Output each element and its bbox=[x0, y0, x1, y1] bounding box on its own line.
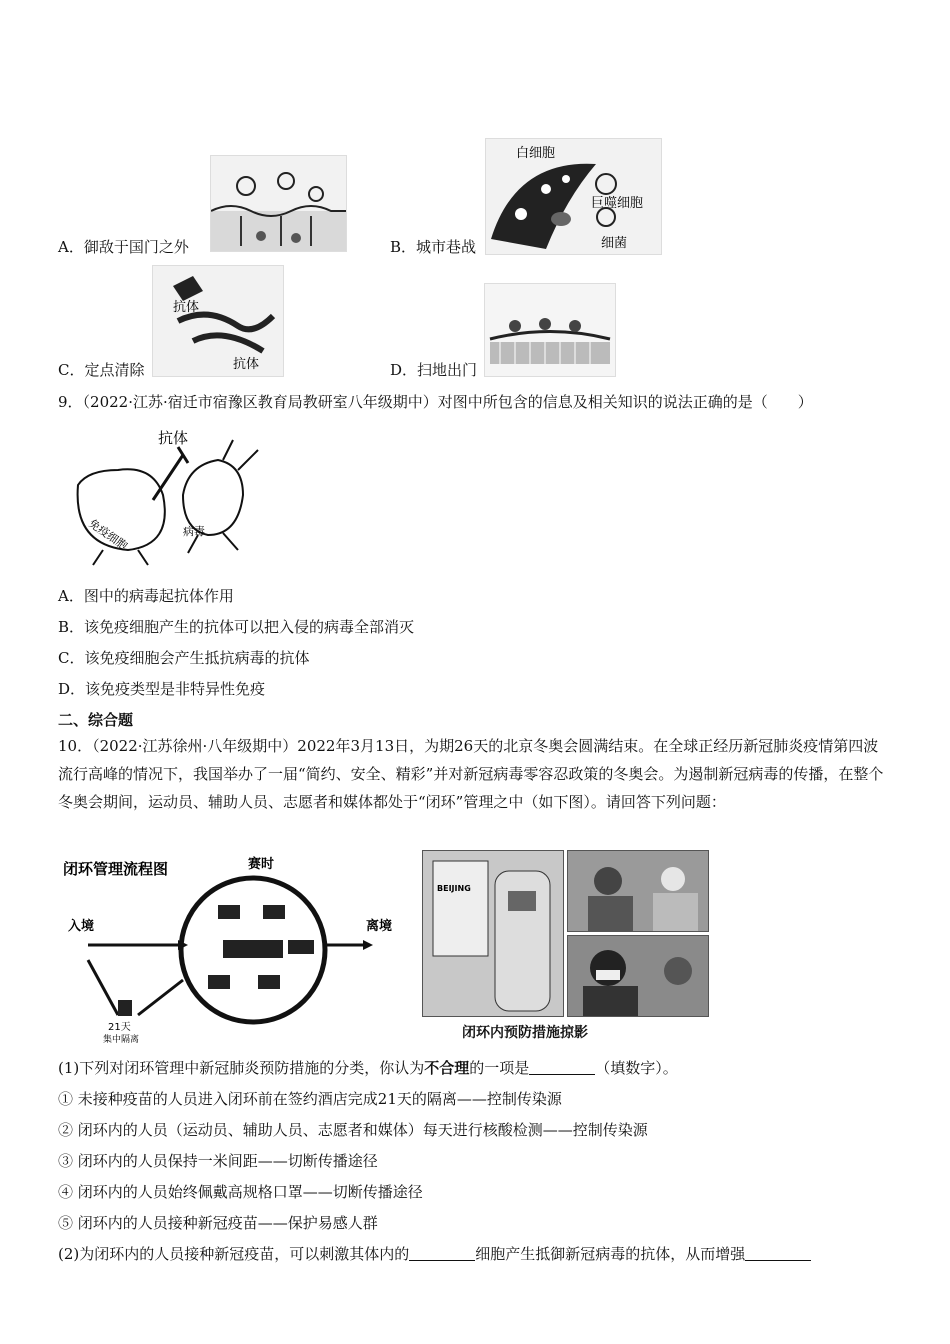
photo-left bbox=[422, 850, 564, 1017]
option-text: 该免疫细胞会产生抵抗病毒的抗体 bbox=[84, 649, 310, 667]
question-number: 9． bbox=[58, 393, 83, 411]
option-9c bbox=[58, 648, 310, 668]
option-9b bbox=[58, 617, 414, 637]
flowchart-label-entry: 入境 bbox=[68, 919, 95, 934]
option-letter: A． bbox=[58, 587, 84, 605]
measure-item-5: ⑤ 闭环内的人员接种新冠疫苗——保护易感人群 bbox=[58, 1214, 378, 1232]
fig-label-virus: 病毒 bbox=[183, 525, 205, 538]
option-letter: C． bbox=[58, 361, 85, 379]
flowchart-diagram bbox=[58, 850, 413, 1045]
answer-blank-3[interactable] bbox=[745, 1244, 811, 1261]
sub-question-1-suffix: 的一项是 bbox=[469, 1059, 530, 1077]
figure-b-white-blood-cells bbox=[485, 138, 662, 255]
figure-c-antibodies bbox=[152, 265, 284, 377]
option-8b bbox=[390, 237, 476, 257]
option-letter: B． bbox=[390, 238, 417, 256]
fig-label-antibody-q9: 抗体 bbox=[158, 429, 189, 447]
photo-bottom-right bbox=[567, 935, 709, 1017]
sub-question-1-prefix: (1)下列对闭环管理中新冠肺炎预防措施的分类，你认为 bbox=[58, 1059, 425, 1077]
sub-question-1-after: （填数字）。 bbox=[595, 1059, 678, 1077]
option-text: 该免疫类型是非特异性免疫 bbox=[85, 680, 266, 698]
question-9-stem bbox=[58, 392, 813, 412]
fig-label-wbc: 白细胞 bbox=[516, 146, 556, 161]
question-text: （2022·江苏徐州·八年级期中）2022年3月13日，为期26天的北京冬奥会圆满结束。在全球正经历新冠肺炎疫情第四波流行高峰的情况下，我国举办了一届“简约、安全、精彩”并对新冠病毒零容忍政策的冬奥会。为遏制新冠病毒的传播，在整个冬奥会期间，运动员、辅助人员、志愿者和媒体都处于“闭环”管理之中（如下图）。请回答下列问题： bbox=[58, 737, 884, 811]
photo-top-right bbox=[567, 850, 709, 932]
sub-question-2-part1: (2)为闭环内的人员接种新冠疫苗，可以刺激其体内的 bbox=[58, 1245, 410, 1263]
option-letter: C． bbox=[58, 649, 85, 667]
question-number: 10． bbox=[58, 737, 93, 755]
flowchart-title: 闭环管理流程图 bbox=[63, 860, 169, 878]
flowchart-label-games: 赛时 bbox=[248, 857, 275, 872]
figure-d-mucous-membrane bbox=[484, 283, 616, 377]
photo-left-image bbox=[423, 851, 563, 1016]
photo-top-right-image bbox=[568, 851, 708, 931]
option-8c bbox=[58, 360, 145, 380]
option-text: 图中的病毒起抗体作用 bbox=[83, 587, 234, 605]
option-letter: D． bbox=[58, 680, 86, 698]
antibody-illustration bbox=[153, 266, 283, 376]
photo-bottom-right-image bbox=[568, 936, 708, 1016]
sub-question-2 bbox=[58, 1244, 811, 1264]
option-9a bbox=[58, 586, 234, 606]
sub-question-2-part2: 细胞产生抵御新冠病毒的抗体，从而增强 bbox=[475, 1245, 746, 1263]
photo-caption: 闭环内预防措施掠影 bbox=[462, 1025, 588, 1041]
question-10-stem bbox=[58, 732, 892, 816]
photo-sign-text: BEIJING bbox=[437, 884, 471, 893]
figure-q9-immune-cell-virus bbox=[58, 425, 268, 570]
sub-question-1-emphasis: 不合理 bbox=[424, 1059, 470, 1077]
option-9d bbox=[58, 679, 265, 699]
answer-blank-2[interactable] bbox=[409, 1244, 475, 1261]
fig-label-bacteria: 细菌 bbox=[601, 236, 628, 251]
measure-item-3: ③ 闭环内的人员保持一米间距——切断传播途径 bbox=[58, 1152, 378, 1170]
section-title: 二、综合题 bbox=[58, 711, 134, 729]
fig-label-macrophage: 巨噬细胞 bbox=[591, 196, 644, 211]
question-text: （2022·江苏·宿迁市宿豫区教育局教研室八年级期中）对图中所包含的信息及相关知识的说法正确的是（ ） bbox=[82, 393, 813, 411]
measure-item-2: ② 闭环内的人员（运动员、辅助人员、志愿者和媒体）每天进行核酸检测——控制传染源 bbox=[58, 1121, 648, 1139]
option-8d bbox=[390, 360, 477, 380]
option-text: 御敌于国门之外 bbox=[83, 238, 189, 256]
answer-blank-1[interactable] bbox=[529, 1058, 595, 1075]
flowchart-label-quarantine: 集中隔离 bbox=[103, 1035, 140, 1045]
sub-question-1 bbox=[58, 1058, 678, 1078]
option-letter: A． bbox=[58, 238, 84, 256]
flowchart-label-exit: 离境 bbox=[366, 919, 393, 934]
fig-label-antibody: 抗体 bbox=[173, 300, 200, 315]
option-8a bbox=[58, 237, 189, 257]
figure-prevention-photos bbox=[422, 850, 707, 1045]
fig-label-immune-cell: 免疫细胞 bbox=[86, 516, 130, 553]
option-letter: D． bbox=[390, 361, 418, 379]
measure-item-4: ④ 闭环内的人员始终佩戴高规格口罩——切断传播途径 bbox=[58, 1183, 423, 1201]
flowchart-label-days: 21天 bbox=[108, 1022, 131, 1033]
option-text: 城市巷战 bbox=[416, 238, 477, 256]
option-text: 扫地出门 bbox=[417, 361, 478, 379]
figure-closed-loop-flowchart bbox=[58, 850, 413, 1045]
immune-cell-cartoon bbox=[58, 425, 268, 570]
measure-item-1: ① 未接种疫苗的人员进入闭环前在签约酒店完成21天的隔离——控制传染源 bbox=[58, 1090, 562, 1108]
option-letter: B． bbox=[58, 618, 85, 636]
fig-label-antibody-2: 抗体 bbox=[233, 357, 260, 372]
option-text: 该免疫细胞产生的抗体可以把入侵的病毒全部消灭 bbox=[84, 618, 415, 636]
mucous-membrane-illustration bbox=[485, 284, 615, 376]
skin-barrier-illustration bbox=[211, 156, 346, 251]
figure-a-skin-barrier bbox=[210, 155, 347, 252]
white-blood-cell-illustration bbox=[486, 139, 661, 254]
option-text: 定点清除 bbox=[84, 361, 145, 379]
